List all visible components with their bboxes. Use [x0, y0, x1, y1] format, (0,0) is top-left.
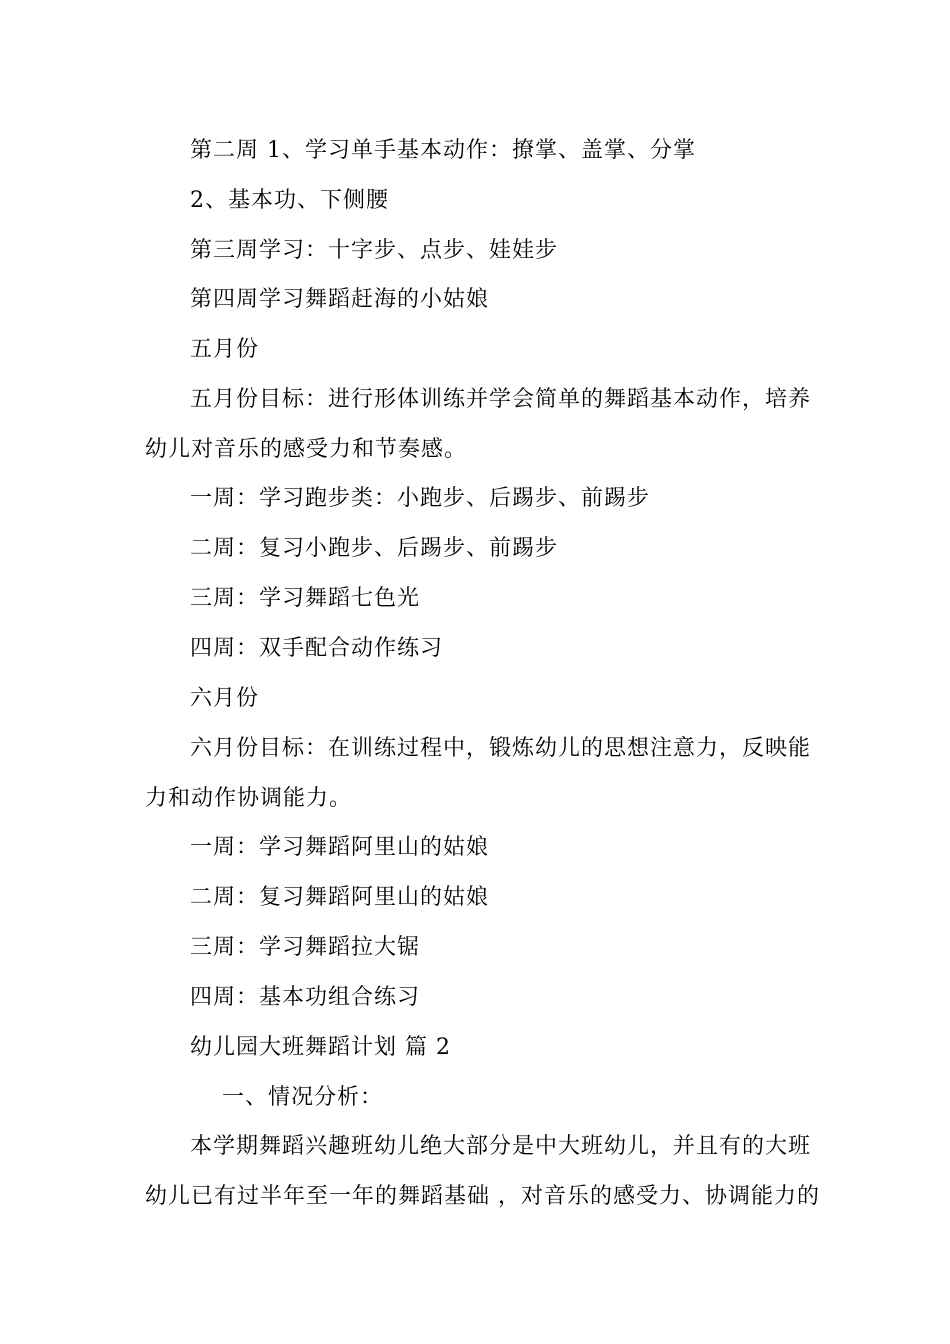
- text-line: 幼儿已有过半年至一年的舞蹈基础 ，对音乐的感受力、协调能力的: [145, 1184, 820, 1209]
- text-line: 第三周学习：十字步、点步、娃娃步: [190, 238, 559, 263]
- text-line: 二周：复习舞蹈阿里山的姑娘: [190, 885, 490, 910]
- text-line: 幼儿对音乐的感受力和节奏感。: [145, 437, 468, 462]
- section-heading: 一、情况分析：: [222, 1085, 384, 1110]
- text-line: 五月份目标：进行形体训练并学会简单的舞蹈基本动作，培养: [190, 387, 812, 412]
- section-heading: 六月份: [190, 686, 260, 711]
- text-line: 四周：双手配合动作练习: [190, 636, 444, 661]
- text-line: 2、基本功、下侧腰: [190, 188, 389, 213]
- text-line: 力和动作协调能力。: [145, 786, 353, 811]
- text-line: 六月份目标：在训练过程中，锻炼幼儿的思想注意力，反映能: [190, 736, 812, 761]
- text-line: 三周：学习舞蹈拉大锯: [190, 935, 421, 960]
- section-heading: 五月份: [190, 337, 260, 362]
- text-line: 第四周学习舞蹈赶海的小姑娘: [190, 287, 490, 312]
- text-line: 一周：学习舞蹈阿里山的姑娘: [190, 835, 490, 860]
- text-line: 二周：复习小跑步、后踢步、前踢步: [190, 536, 559, 561]
- section-title: 幼儿园大班舞蹈计划 篇 2: [190, 1035, 451, 1060]
- text-line: 一周：学习跑步类：小跑步、后踢步、前踢步: [190, 486, 651, 511]
- text-line: 本学期舞蹈兴趣班幼儿绝大部分是中大班幼儿，并且有的大班: [190, 1134, 812, 1159]
- text-line: 三周：学习舞蹈七色光: [190, 586, 421, 611]
- text-line: 四周：基本功组合练习: [190, 985, 421, 1010]
- text-line: 第二周 1、学习单手基本动作：撩掌、盖掌、分掌: [190, 138, 696, 163]
